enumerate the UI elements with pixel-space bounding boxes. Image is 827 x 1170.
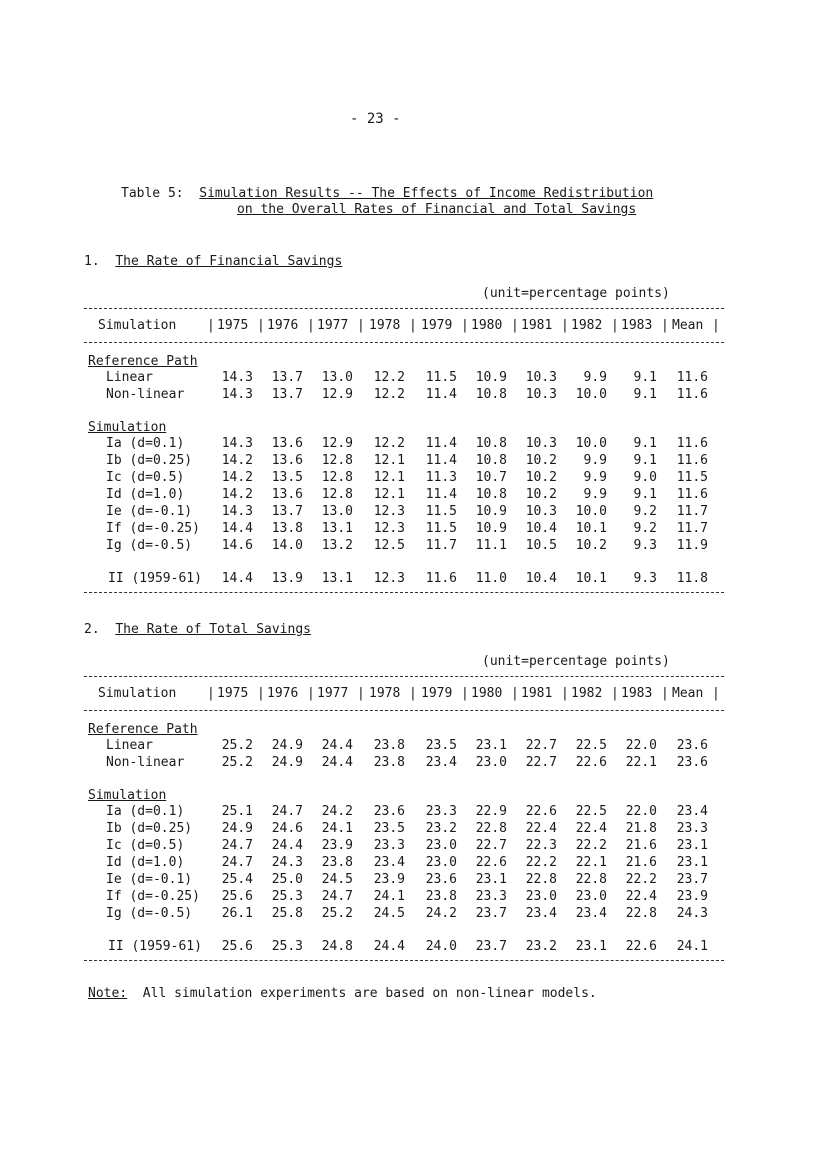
table-cell: 12.2 [373, 370, 405, 385]
table-cell: 23.0 [575, 889, 607, 904]
table-cell: 23.1 [575, 939, 607, 954]
table-cell: 10.4 [525, 571, 557, 586]
table-cell: 13.7 [271, 370, 303, 385]
note-label: Note: [88, 986, 128, 1001]
table-cell: 24.8 [321, 939, 353, 954]
note-text: All simulation experiments are based on non-linear models. [142, 986, 597, 1001]
table-cell: 24.3 [271, 855, 303, 870]
table-cell: 9.3 [633, 571, 657, 586]
table-cell: 24.1 [373, 889, 405, 904]
table-cell: 23.4 [676, 804, 708, 819]
note [88, 986, 597, 1001]
table-cell: 11.7 [676, 504, 708, 519]
column-header-year: 1976 [267, 686, 299, 701]
table-cell: 11.3 [425, 470, 457, 485]
table-cell: 11.6 [676, 370, 708, 385]
group-title: Simulation [88, 420, 167, 435]
column-header-year: 1979 [421, 318, 453, 333]
column-separator: | [561, 686, 569, 701]
table-cell: 11.7 [425, 538, 457, 553]
table-cell: 13.6 [271, 436, 303, 451]
row-label: Ib (d=0.25) [106, 453, 193, 468]
column-header-year: 1977 [317, 318, 349, 333]
table-cell: 14.2 [221, 470, 253, 485]
table-cell: 24.9 [221, 821, 253, 836]
table-cell: 10.2 [525, 487, 557, 502]
table-cell: 23.2 [525, 939, 557, 954]
table-cell: 25.2 [321, 906, 353, 921]
table-cell: 23.4 [575, 906, 607, 921]
column-separator: | [661, 318, 669, 333]
row-label: Non-linear [106, 755, 185, 770]
row-label: Ig (d=-0.5) [106, 906, 193, 921]
table-cell: 13.9 [271, 571, 303, 586]
table-cell: 12.8 [321, 470, 353, 485]
table-cell: 11.4 [425, 387, 457, 402]
page-number: - 23 - [350, 111, 401, 127]
table-cell: 22.8 [525, 872, 557, 887]
table-cell: 24.4 [271, 838, 303, 853]
table-cell: 25.8 [271, 906, 303, 921]
column-separator: | [561, 318, 569, 333]
table-cell: 13.1 [321, 521, 353, 536]
table-cell: 24.7 [221, 838, 253, 853]
column-separator: | [357, 686, 365, 701]
table-cell: 23.3 [676, 821, 708, 836]
column-header-year: Mean [672, 686, 704, 701]
table-cell: 21.6 [625, 855, 657, 870]
table-cell: 10.3 [525, 387, 557, 402]
row-label: Id (d=1.0) [106, 855, 185, 870]
table-cell: 14.4 [221, 571, 253, 586]
table-cell: 10.0 [575, 387, 607, 402]
column-separator: | [257, 686, 265, 701]
table-cell: 10.4 [525, 521, 557, 536]
table-cell: 13.5 [271, 470, 303, 485]
table-cell: 21.6 [625, 838, 657, 853]
table-cell: 22.1 [625, 755, 657, 770]
table-title-line2: on the Overall Rates of Financial and Total Savings [237, 202, 637, 217]
column-header-year: 1981 [521, 686, 553, 701]
table-cell: 13.1 [321, 571, 353, 586]
table-cell: 12.2 [373, 387, 405, 402]
table-cell: 23.5 [373, 821, 405, 836]
table-cell: 10.9 [475, 504, 507, 519]
table-cell: 23.1 [676, 855, 708, 870]
table-cell: 10.8 [475, 387, 507, 402]
table-cell: 24.7 [271, 804, 303, 819]
table-cell: 12.2 [373, 436, 405, 451]
table-cell: 23.8 [321, 855, 353, 870]
table-cell: 23.9 [676, 889, 708, 904]
table-cell: 21.8 [625, 821, 657, 836]
unit-note: (unit=percentage points) [482, 654, 670, 669]
table-cell: 10.7 [475, 470, 507, 485]
table-cell: 10.5 [525, 538, 557, 553]
group-title: Simulation [88, 788, 167, 803]
table-cell: 25.3 [271, 939, 303, 954]
table-cell: 10.3 [525, 504, 557, 519]
table-cell: 9.9 [583, 487, 607, 502]
table-bottom-rule [84, 592, 724, 593]
table-cell: 12.1 [373, 487, 405, 502]
table-cell: 10.0 [575, 436, 607, 451]
table-cell: 11.1 [475, 538, 507, 553]
table-cell: 23.9 [373, 872, 405, 887]
column-separator: | [611, 318, 619, 333]
section-title: The Rate of Financial Savings [115, 254, 343, 269]
section-heading [84, 622, 311, 637]
row-label: If (d=-0.25) [106, 521, 200, 536]
row-label: Ie (d=-0.1) [106, 504, 193, 519]
table-top-rule [84, 308, 724, 309]
table-cell: 23.0 [425, 838, 457, 853]
column-header-year: 1975 [217, 686, 249, 701]
table-cell: 11.4 [425, 487, 457, 502]
table-cell: 22.4 [525, 821, 557, 836]
table-cell: 10.9 [475, 370, 507, 385]
table-cell: 23.0 [475, 755, 507, 770]
section-heading [84, 254, 342, 269]
table-cell: 13.0 [321, 370, 353, 385]
table-cell: 12.1 [373, 470, 405, 485]
table-cell: 23.0 [425, 855, 457, 870]
table-cell: 11.9 [676, 538, 708, 553]
table-cell: 9.1 [633, 387, 657, 402]
table-cell: 25.2 [221, 755, 253, 770]
section-number: 1. [84, 254, 100, 269]
table-cell: 25.6 [221, 939, 253, 954]
table-cell: 10.3 [525, 436, 557, 451]
table-cell: 24.1 [321, 821, 353, 836]
table-cell: 12.3 [373, 504, 405, 519]
table-cell: 9.3 [633, 538, 657, 553]
table-cell: 24.1 [676, 939, 708, 954]
table-cell: 11.6 [676, 387, 708, 402]
row-label: Id (d=1.0) [106, 487, 185, 502]
row-label: Non-linear [106, 387, 185, 402]
header-bottom-rule [84, 342, 724, 343]
table-cell: 23.6 [373, 804, 405, 819]
table-cell: 12.5 [373, 538, 405, 553]
column-header-year: 1983 [621, 686, 653, 701]
table-cell: 14.4 [221, 521, 253, 536]
column-header-simulation: Simulation [98, 318, 177, 333]
column-separator: | [511, 318, 519, 333]
table-cell: 12.8 [321, 487, 353, 502]
column-header-year: 1979 [421, 686, 453, 701]
table-cell: 14.6 [221, 538, 253, 553]
table-cell: 23.4 [525, 906, 557, 921]
column-separator: | [409, 686, 417, 701]
table-cell: 24.0 [425, 939, 457, 954]
table-cell: 22.8 [575, 872, 607, 887]
column-separator: | [712, 686, 720, 701]
table-cell: 23.7 [676, 872, 708, 887]
table-cell: 10.0 [575, 504, 607, 519]
column-header-simulation: Simulation [98, 686, 177, 701]
table-cell: 11.4 [425, 436, 457, 451]
table-cell: 14.3 [221, 436, 253, 451]
table-cell: 22.7 [525, 755, 557, 770]
table-cell: 24.3 [676, 906, 708, 921]
table-cell: 11.5 [425, 504, 457, 519]
column-header-year: 1977 [317, 686, 349, 701]
table-cell: 23.1 [475, 872, 507, 887]
column-separator: | [307, 686, 315, 701]
table-cell: 10.2 [525, 453, 557, 468]
table-cell: 22.6 [525, 804, 557, 819]
table-cell: 9.1 [633, 453, 657, 468]
table-cell: 11.0 [475, 571, 507, 586]
table-cell: 23.0 [525, 889, 557, 904]
table-cell: 26.1 [221, 906, 253, 921]
table-cell: 23.5 [425, 738, 457, 753]
header-bottom-rule [84, 710, 724, 711]
row-label: If (d=-0.25) [106, 889, 200, 904]
table-cell: 22.4 [575, 821, 607, 836]
table-cell: 22.5 [575, 804, 607, 819]
column-separator: | [409, 318, 417, 333]
table-cell: 9.2 [633, 521, 657, 536]
table-cell: 22.3 [525, 838, 557, 853]
column-separator: | [207, 686, 215, 701]
table-cell: 12.3 [373, 521, 405, 536]
row-label: Ic (d=0.5) [106, 470, 185, 485]
table-cell: 22.2 [575, 838, 607, 853]
table-cell: 23.7 [475, 906, 507, 921]
column-separator: | [712, 318, 720, 333]
table-cell: 23.1 [676, 838, 708, 853]
table-cell: 12.8 [321, 453, 353, 468]
table-cell: 25.1 [221, 804, 253, 819]
table-cell: 11.5 [676, 470, 708, 485]
table-cell: 11.5 [425, 370, 457, 385]
table-cell: 10.2 [575, 538, 607, 553]
table-cell: 24.9 [271, 755, 303, 770]
table-cell: 12.9 [321, 436, 353, 451]
table-cell: 11.6 [676, 487, 708, 502]
column-header-year: 1980 [471, 686, 503, 701]
table-cell: 22.7 [475, 838, 507, 853]
table-cell: 22.4 [625, 889, 657, 904]
table-title-line1: Simulation Results -- The Effects of Income Redistribution [199, 186, 654, 201]
table-cell: 12.3 [373, 571, 405, 586]
table-cell: 10.8 [475, 453, 507, 468]
table-cell: 13.6 [271, 487, 303, 502]
group-title: Reference Path [88, 354, 198, 369]
table-cell: 9.1 [633, 370, 657, 385]
table-cell: 23.3 [425, 804, 457, 819]
column-header-year: 1978 [369, 318, 401, 333]
group-title: Reference Path [88, 722, 198, 737]
table-cell: 22.8 [475, 821, 507, 836]
table-cell: 14.3 [221, 370, 253, 385]
table-cell: 23.8 [373, 738, 405, 753]
table-cell: 14.2 [221, 453, 253, 468]
table-cell: 25.6 [221, 889, 253, 904]
table-cell: 22.9 [475, 804, 507, 819]
row-label: Linear [106, 738, 153, 753]
table-cell: 10.1 [575, 571, 607, 586]
table-cell: 22.1 [575, 855, 607, 870]
table-top-rule [84, 676, 724, 677]
table-cell: 24.7 [221, 855, 253, 870]
table-cell: 9.1 [633, 436, 657, 451]
table-cell: 22.2 [625, 872, 657, 887]
section-title: The Rate of Total Savings [115, 622, 311, 637]
table-cell: 10.1 [575, 521, 607, 536]
row-label: Ia (d=0.1) [106, 436, 185, 451]
column-separator: | [307, 318, 315, 333]
table-cell: 22.8 [625, 906, 657, 921]
unit-note: (unit=percentage points) [482, 286, 670, 301]
table-cell: 24.4 [321, 755, 353, 770]
table-cell: 11.5 [425, 521, 457, 536]
row-label: Ig (d=-0.5) [106, 538, 193, 553]
table-cell: 14.3 [221, 387, 253, 402]
table-cell: 11.6 [676, 453, 708, 468]
row-label: Linear [106, 370, 153, 385]
table-cell: 13.7 [271, 387, 303, 402]
table-cell: 14.3 [221, 504, 253, 519]
table-cell: 11.6 [676, 436, 708, 451]
table-cell: 23.9 [321, 838, 353, 853]
table-cell: 23.6 [676, 738, 708, 753]
row-label: Ie (d=-0.1) [106, 872, 193, 887]
table-cell: 23.8 [425, 889, 457, 904]
table-cell: 22.2 [525, 855, 557, 870]
table-cell: 23.4 [425, 755, 457, 770]
table-title-prefix: Table 5: [121, 186, 184, 201]
table-cell: 11.7 [676, 521, 708, 536]
table-cell: 22.5 [575, 738, 607, 753]
row-label: II (1959-61) [108, 939, 202, 954]
column-separator: | [257, 318, 265, 333]
row-label: Ic (d=0.5) [106, 838, 185, 853]
table-cell: 13.0 [321, 504, 353, 519]
table-cell: 23.4 [373, 855, 405, 870]
table-cell: 10.8 [475, 487, 507, 502]
table-cell: 24.6 [271, 821, 303, 836]
table-cell: 24.9 [271, 738, 303, 753]
column-separator: | [611, 686, 619, 701]
table-cell: 25.4 [221, 872, 253, 887]
table-cell: 9.1 [633, 487, 657, 502]
table-cell: 23.8 [373, 755, 405, 770]
table-cell: 13.8 [271, 521, 303, 536]
column-separator: | [461, 318, 469, 333]
table-cell: 10.9 [475, 521, 507, 536]
table-cell: 22.0 [625, 738, 657, 753]
table-cell: 22.6 [625, 939, 657, 954]
table-cell: 22.6 [475, 855, 507, 870]
table-cell: 24.4 [321, 738, 353, 753]
table-cell: 25.3 [271, 889, 303, 904]
table-cell: 13.7 [271, 504, 303, 519]
table-cell: 13.2 [321, 538, 353, 553]
table-cell: 9.9 [583, 453, 607, 468]
column-header-year: 1980 [471, 318, 503, 333]
table-cell: 22.6 [575, 755, 607, 770]
column-separator: | [207, 318, 215, 333]
table-cell: 25.0 [271, 872, 303, 887]
table-cell: 14.0 [271, 538, 303, 553]
table-cell: 14.2 [221, 487, 253, 502]
column-separator: | [661, 686, 669, 701]
table-cell: 24.5 [321, 872, 353, 887]
table-cell: 22.7 [525, 738, 557, 753]
table-cell: 24.2 [321, 804, 353, 819]
table-cell: 22.0 [625, 804, 657, 819]
table-cell: 11.6 [425, 571, 457, 586]
column-header-year: 1978 [369, 686, 401, 701]
column-separator: | [511, 686, 519, 701]
column-header-year: 1975 [217, 318, 249, 333]
column-header-year: Mean [672, 318, 704, 333]
table-cell: 13.6 [271, 453, 303, 468]
table-cell: 24.5 [373, 906, 405, 921]
column-header-year: 1982 [571, 686, 603, 701]
table-cell: 23.2 [425, 821, 457, 836]
table-cell: 11.4 [425, 453, 457, 468]
table-cell: 25.2 [221, 738, 253, 753]
table-cell: 24.7 [321, 889, 353, 904]
column-header-year: 1983 [621, 318, 653, 333]
row-label: II (1959-61) [108, 571, 202, 586]
column-header-year: 1976 [267, 318, 299, 333]
table-cell: 12.9 [321, 387, 353, 402]
table-cell: 23.3 [475, 889, 507, 904]
column-separator: | [357, 318, 365, 333]
table-cell: 10.3 [525, 370, 557, 385]
row-label: Ib (d=0.25) [106, 821, 193, 836]
table-cell: 24.4 [373, 939, 405, 954]
table-cell: 23.6 [676, 755, 708, 770]
table-cell: 10.2 [525, 470, 557, 485]
table-cell: 12.1 [373, 453, 405, 468]
table-cell: 23.3 [373, 838, 405, 853]
section-number: 2. [84, 622, 100, 637]
table-bottom-rule [84, 960, 724, 961]
table-cell: 11.8 [676, 571, 708, 586]
table-title [121, 186, 653, 202]
table-cell: 9.9 [583, 370, 607, 385]
table-cell: 23.6 [425, 872, 457, 887]
column-header-year: 1981 [521, 318, 553, 333]
table-cell: 9.2 [633, 504, 657, 519]
column-separator: | [461, 686, 469, 701]
table-cell: 9.9 [583, 470, 607, 485]
table-cell: 10.8 [475, 436, 507, 451]
table-cell: 23.1 [475, 738, 507, 753]
column-header-year: 1982 [571, 318, 603, 333]
table-cell: 9.0 [633, 470, 657, 485]
table-cell: 23.7 [475, 939, 507, 954]
row-label: Ia (d=0.1) [106, 804, 185, 819]
table-cell: 24.2 [425, 906, 457, 921]
